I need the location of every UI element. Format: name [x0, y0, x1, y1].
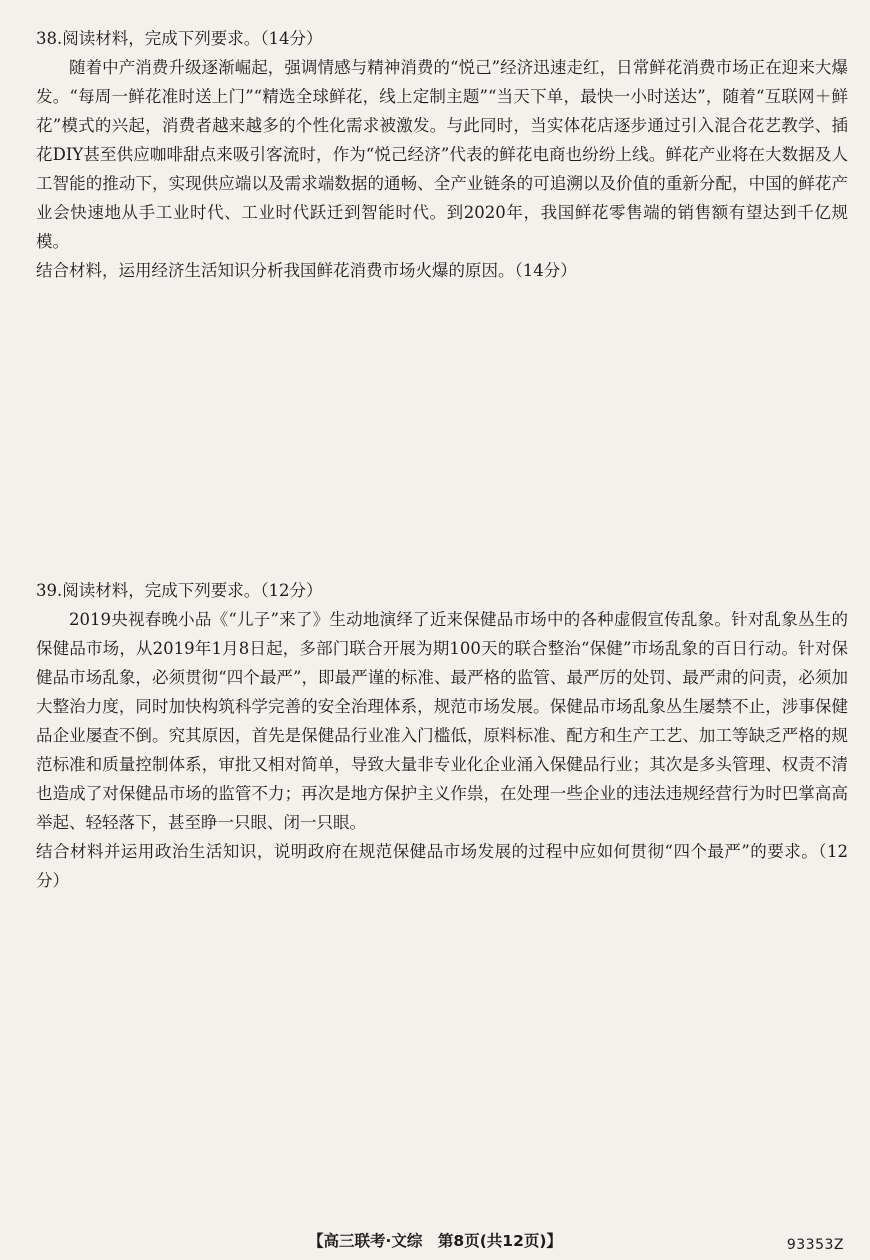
- question-material: 随着中产消费升级逐渐崛起，强调情感与精神消费的“悦己”经济迅速走红，日常鲜花消费市场正在迎来大爆发。“每周一鲜花准时送上门”“精选全球鲜花，线上定制主题”“当天下单，最快一小时送达”，随着“互联网＋鲜花”模式的兴起，消费者越来越多的个性化需求被激发。与此同时，当实体花店逐步通过引入混合花艺教学、插花DIY甚至供应咖啡甜点来吸引客流时，作为“悦己经济”代表的鲜花电商也纷纷上线。鲜花产业将在大数据及人工智能的推动下，实现供应端以及需求端数据的通畅、全产业链条的可追溯以及价值的重新分配，中国的鲜花产业会快速地从手工业时代、工业时代跃迁到智能时代。到2020年，我国鲜花零售端的销售额有望达到千亿规模。: [36, 58, 848, 251]
- question-heading: 38.阅读材料，完成下列要求。（14分）: [36, 29, 323, 48]
- question-38: [36, 24, 848, 285]
- page-footer: [0, 1228, 870, 1258]
- question-material: 2019央视春晚小品《“儿子”来了》生动地演绎了近来保健品市场中的各种虚假宣传乱象。针对乱象丛生的保健品市场，从2019年1月8日起，多部门联合开展为期100天的联合整治“保健”市场乱象的百日行动。针对保健品市场乱象，必须贯彻“四个最严”，即最严谨的标准、最严格的监管、最严厉的处罚、最严肃的问责，必须加大整治力度，同时加快构筑科学完善的安全治理体系，规范市场发展。保健品市场乱象丛生屡禁不止，涉事保健品企业屡查不倒。究其原因，首先是保健品行业准入门槛低，原料标准、配方和生产工艺、加工等缺乏严格的规范标准和质量控制体系，审批又相对简单，导致大量非专业化企业涌入保健品行业；其次是多头管理、权责不清也造成了对保健品市场的监管不力；再次是地方保护主义作祟，在处理一些企业的违法违规经营行为时巴掌高高举起、轻轻落下，甚至睁一只眼、闭一只眼。: [36, 610, 848, 832]
- footer-paper-code: 93353Z: [786, 1237, 844, 1253]
- question-task: 结合材料并运用政治生活知识，说明政府在规范保健品市场发展的过程中应如何贯彻“四个最严”的要求。（12分）: [36, 842, 848, 890]
- question-heading: 39.阅读材料，完成下列要求。（12分）: [36, 581, 323, 600]
- question-task: 结合材料，运用经济生活知识分析我国鲜花消费市场火爆的原因。（14分）: [36, 261, 577, 280]
- footer-exam-title: 【高三联考·文综 第8页(共12页)】: [308, 1232, 562, 1250]
- question-39: [36, 576, 848, 895]
